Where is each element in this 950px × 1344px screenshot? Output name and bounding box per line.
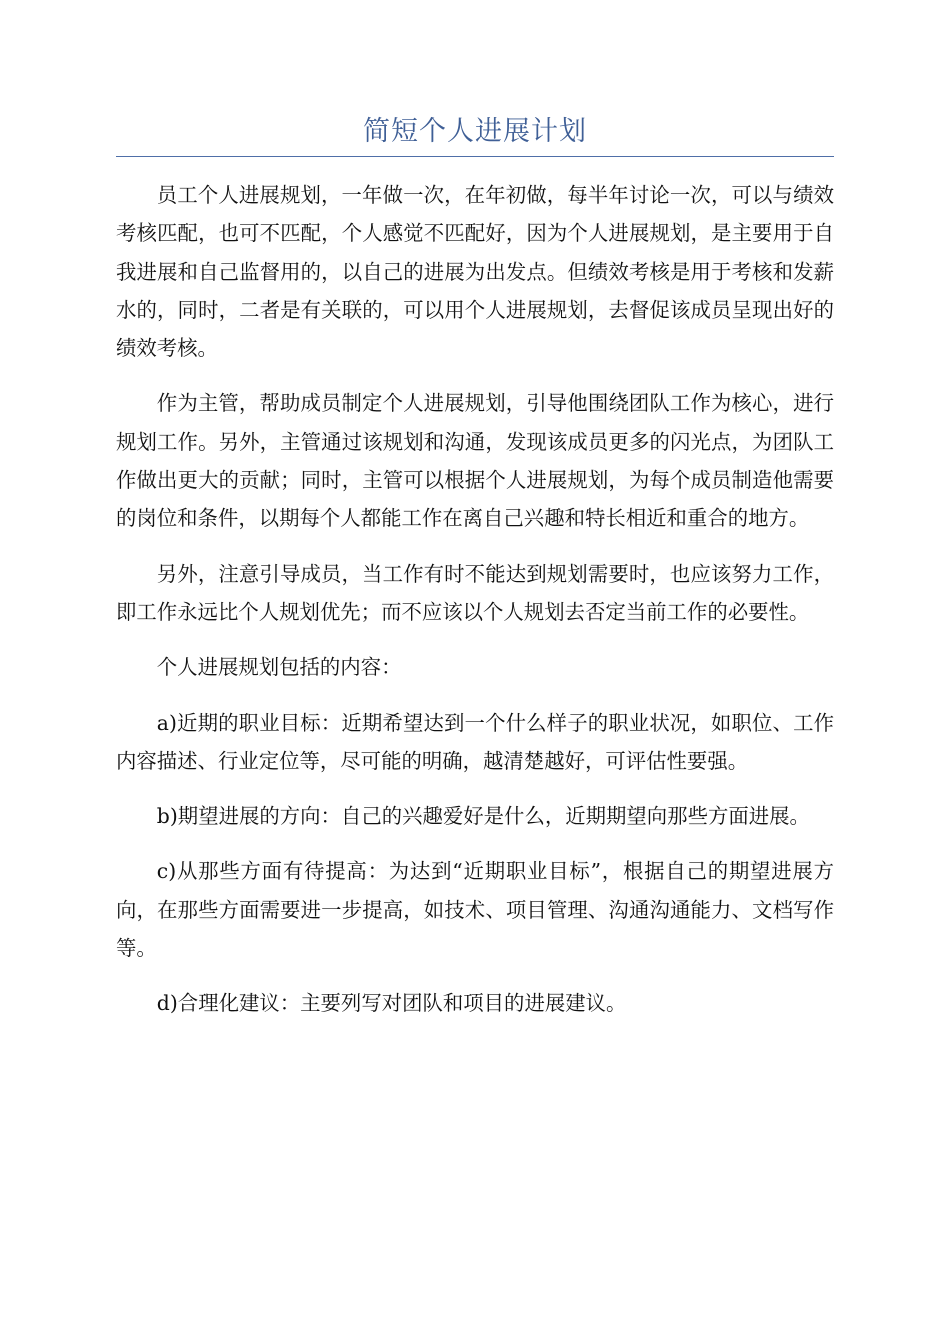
paragraph-guidance: 另外，注意引导成员，当工作有时不能达到规划需要时，也应该努力工作，即工作永远比个人规划优先；而不应该以个人规划去否定当前工作的必要性。 bbox=[116, 561, 834, 624]
paragraph-intro: 员工个人进展规划，一年做一次，在年初做，每半年讨论一次，可以与绩效考核匹配，也可不匹配，个人感觉不匹配好，因为个人进展规划，是主要用于自我进展和自己监督用的，以自己的进展为出发点。但绩效考核是用于考核和发薪水的，同时，二者是有关联的，可以用个人进展规划，去督促该成员呈现出好的绩效考核。 bbox=[116, 183, 834, 361]
list-item-suggestions: d)合理化建议：主要列写对团队和项目的进展建议。 bbox=[156, 991, 627, 1016]
list-item-development-direction: b)期望进展的方向：自己的兴趣爱好是什么，近期期望向那些方面进展。 bbox=[156, 804, 810, 829]
list-item-improvement-areas: c)从那些方面有待提高：为达到“近期职业目标”，根据自己的期望进展方向，在那些方面需要进一步提高，如技术、项目管理、沟通沟通能力、文档写作等。 bbox=[116, 859, 834, 961]
document-body bbox=[116, 176, 834, 1040]
paragraph-contents-heading: 个人进展规划包括的内容： bbox=[156, 655, 402, 680]
paragraph-supervisor-role: 作为主管，帮助成员制定个人进展规划，引导他围绕团队工作为核心，进行规划工作。另外，主管通过该规划和沟通，发现该成员更多的闪光点，为团队工作做出更大的贡献；同时，主管可以根据个人进展规划，为每个成员制造他需要的岗位和条件，以期每个人都能工作在离自己兴趣和特长相近和重合的地方。 bbox=[116, 391, 834, 531]
title-block bbox=[116, 112, 834, 157]
list-item-career-goal: a)近期的职业目标：近期希望达到一个什么样子的职业状况，如职位、工作内容描述、行业定位等，尽可能的明确，越清楚越好，可评估性要强。 bbox=[116, 710, 834, 773]
document-title: 简短个人进展计划 bbox=[363, 116, 587, 147]
